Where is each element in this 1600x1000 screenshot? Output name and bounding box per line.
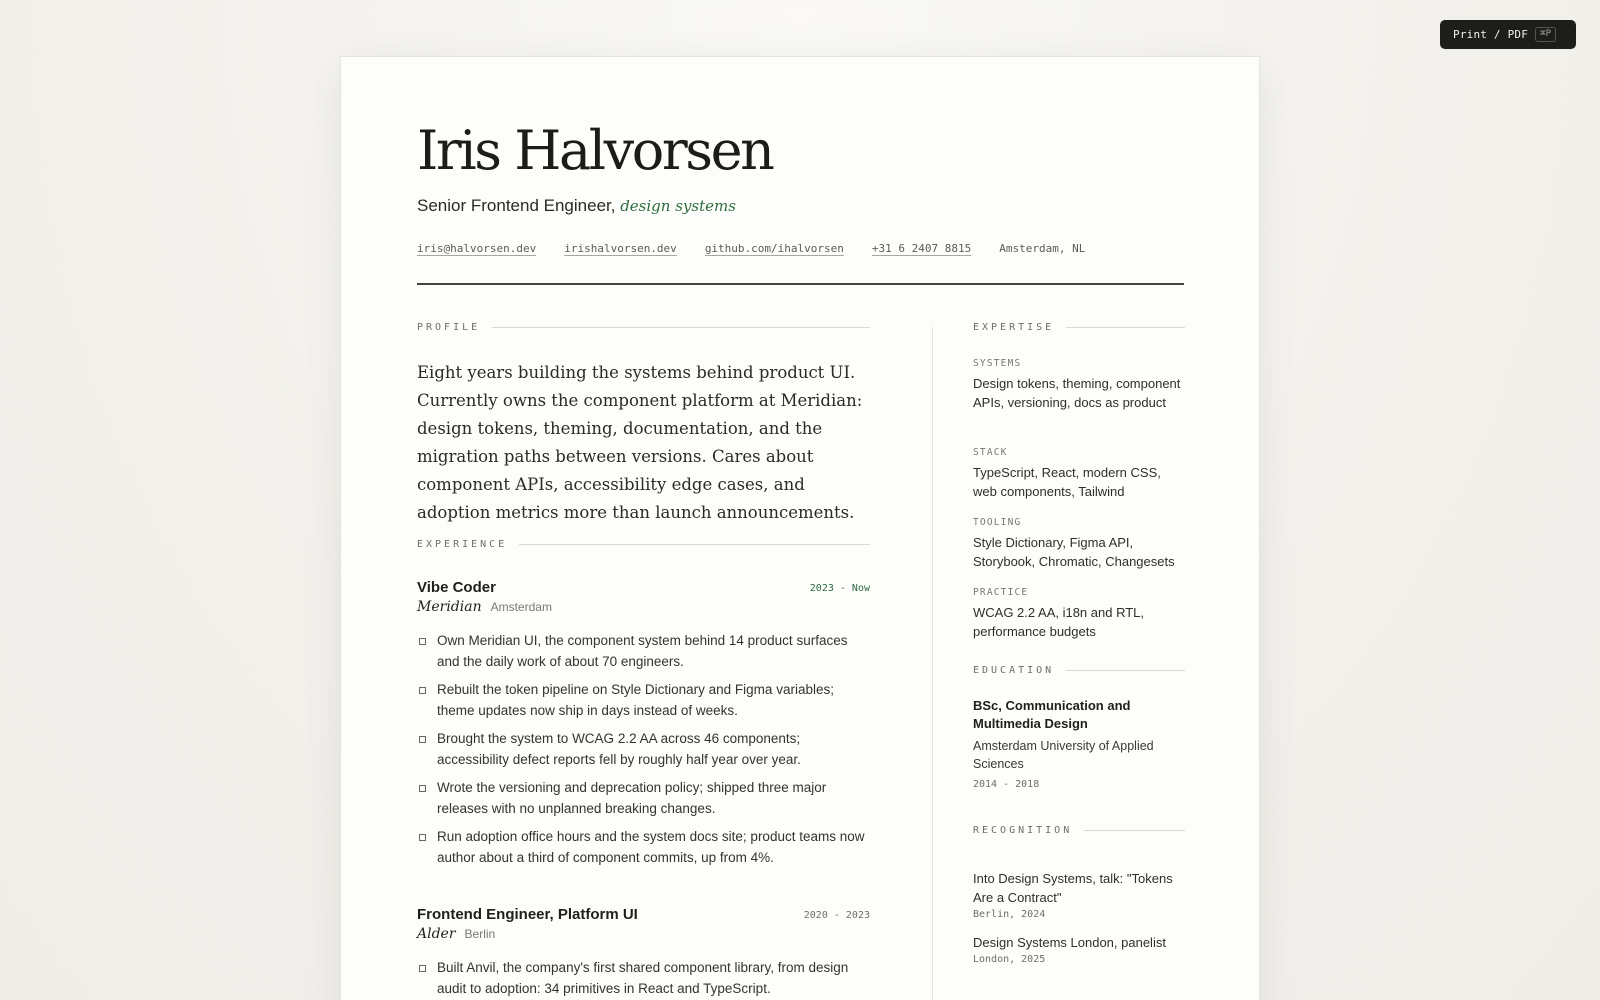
education-dates: 2014 - 2018: [973, 779, 1040, 790]
recognition-meta: Berlin, 2024: [973, 909, 1046, 920]
expertise-group: [973, 358, 1185, 412]
expertise-group-text: WCAG 2.2 AA, i18n and RTL, performance budgets: [973, 605, 1145, 639]
company-location: Berlin: [464, 927, 496, 941]
section-rule: [519, 544, 870, 545]
job-bullets: [417, 958, 872, 1000]
section-rule: [1066, 670, 1185, 671]
recognition-title: Into Design Systems, talk: "Tokens Are a Contract": [973, 871, 1173, 905]
email-link[interactable]: iris@halvorsen.dev: [417, 242, 537, 255]
candidate-name: Iris Halvorsen: [417, 119, 773, 182]
recognition-title: Design Systems London, panelist: [973, 935, 1166, 950]
job-title: Frontend Engineer, Platform UI: [417, 906, 638, 923]
print-pdf-label: Print / PDF: [1453, 28, 1529, 41]
list-item: Rebuilt the token pipeline on Style Dictionary and Figma variables; theme updates now ship in days instead of weeks.: [417, 680, 872, 721]
job-dates: 2020 - 2023: [803, 910, 870, 921]
column-divider: [932, 327, 933, 1000]
job-title: Vibe Coder: [417, 579, 496, 596]
profile-section-label: [417, 322, 870, 333]
job-dates: 2023 - Now: [809, 583, 870, 594]
recognition-item: [973, 933, 1185, 965]
list-item: Built Anvil, the company's first shared component library, from design audit to adoption: 34 primitives in React and TypeScript.: [417, 958, 872, 999]
profile-text: Eight years building the systems behind product UI. Currently owns the component platform at Meridian: design tokens, theming, documentation, and the migration paths between versions. Cares about component APIs, accessibility edge cases, and adoption metrics more than launch announcements.: [417, 363, 863, 522]
role-title: Senior Frontend Engineer,: [417, 196, 616, 215]
role-accent: design systems: [620, 197, 736, 215]
square-bullet-icon: [419, 834, 426, 841]
phone-link[interactable]: +31 6 2407 8815: [871, 242, 972, 255]
section-rule: [1066, 327, 1185, 328]
location-text: Amsterdam, NL: [999, 242, 1086, 255]
square-bullet-icon: [419, 638, 426, 645]
company-name: Alder: [417, 926, 456, 942]
expertise-group-label: TOOLING: [973, 517, 1022, 528]
education-label: EDUCATION: [973, 665, 1055, 676]
section-rule: [492, 327, 870, 328]
company-location: Amsterdam: [490, 600, 552, 614]
recognition-section-label: [973, 825, 1185, 836]
print-pdf-button[interactable]: [1440, 20, 1576, 49]
keyboard-shortcut-badge: ⌘P: [1535, 27, 1556, 42]
list-item: Brought the system to WCAG 2.2 AA across 46 components; accessibility defect reports fell by roughly half year over year.: [417, 729, 872, 770]
expertise-label: EXPERTISE: [973, 322, 1055, 333]
education-degree: BSc, Communication and Multimedia Design: [973, 698, 1131, 731]
expertise-group: [973, 517, 1185, 571]
expertise-group: [973, 587, 1185, 641]
recognition-label: RECOGNITION: [973, 825, 1073, 836]
expertise-group-label: STACK: [973, 447, 1008, 458]
recognition-meta: London, 2025: [973, 954, 1046, 965]
education-entry: [973, 697, 1185, 790]
square-bullet-icon: [419, 687, 426, 694]
expertise-group-text: Design tokens, theming, component APIs, versioning, docs as product: [973, 376, 1181, 410]
expertise-group-label: SYSTEMS: [973, 358, 1022, 369]
github-link[interactable]: github.com/ihalvorsen: [704, 242, 844, 255]
list-item: Own Meridian UI, the component system behind 14 product surfaces and the daily work of about 70 engineers.: [417, 631, 872, 672]
contact-row: [417, 242, 1113, 255]
recognition-item: [973, 869, 1185, 920]
expertise-group: [973, 447, 1185, 501]
section-rule: [1084, 830, 1185, 831]
job-company: [417, 926, 495, 942]
list-item: Wrote the versioning and deprecation policy; shipped three major releases with no unplanned breaking changes.: [417, 778, 872, 819]
education-school: Amsterdam University of Applied Sciences: [973, 739, 1154, 771]
square-bullet-icon: [419, 965, 426, 972]
profile-label: PROFILE: [417, 322, 481, 333]
website-link[interactable]: irishalvorsen.dev: [564, 242, 677, 255]
list-item: Run adoption office hours and the system docs site; product teams now author about a third of component commits, up from 4%.: [417, 827, 872, 868]
experience-section-label: [417, 539, 870, 550]
square-bullet-icon: [419, 785, 426, 792]
role-headline: [417, 196, 736, 216]
education-section-label: [973, 665, 1185, 676]
resume-sheet: [340, 56, 1260, 1000]
job-bullets: [417, 631, 872, 876]
job-company: [417, 599, 552, 615]
expertise-section-label: [973, 322, 1185, 333]
header-divider: [417, 283, 1184, 285]
experience-label: EXPERIENCE: [417, 539, 508, 550]
company-name: Meridian: [417, 599, 482, 615]
expertise-group-label: PRACTICE: [973, 587, 1029, 598]
expertise-group-text: Style Dictionary, Figma API, Storybook, Chromatic, Changesets: [973, 535, 1175, 569]
expertise-group-text: TypeScript, React, modern CSS, web components, Tailwind: [973, 465, 1161, 499]
square-bullet-icon: [419, 736, 426, 743]
